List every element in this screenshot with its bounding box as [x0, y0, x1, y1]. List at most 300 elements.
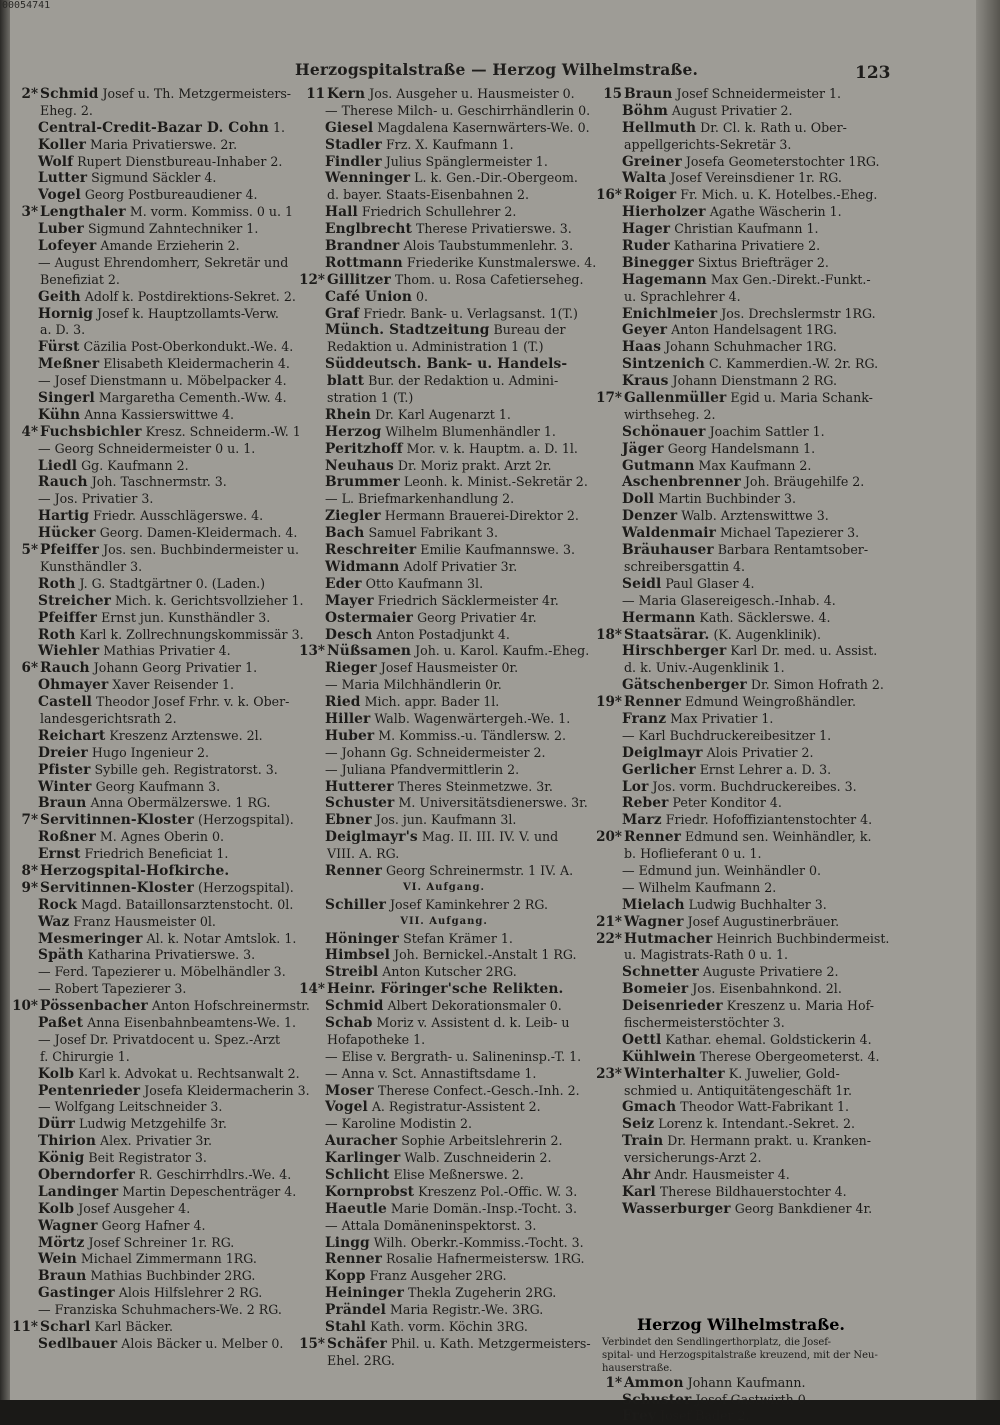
directory-entry — [596, 677, 886, 694]
entry-details: Joh. u. Karol. Kaufm.-Eheg. — [415, 643, 590, 659]
directory-entry — [12, 1302, 294, 1319]
directory-entry — [12, 1235, 294, 1252]
directory-entry — [596, 930, 890, 948]
entry-details: — Therese Milch- u. Geschirrhändlerin 0. — [325, 102, 591, 118]
entry-details: — Wolfgang Leitschneider 3. — [38, 1099, 223, 1115]
entry-details: Ludwig Buchhalter 3. — [688, 896, 827, 912]
directory-entry — [299, 1083, 589, 1100]
entry-details: J. G. Stadtgärtner 0. (Laden.) — [79, 575, 266, 591]
entry-details: Anna Eisenbahnbeamtens-We. 1. — [87, 1014, 296, 1030]
entry-details: Michael Zimmermann 1RG. — [80, 1251, 257, 1267]
directory-entry — [596, 289, 886, 306]
entry-details: Friedrich Beneficiat 1. — [84, 846, 229, 862]
directory-entry — [299, 390, 589, 407]
directory-entry — [12, 930, 297, 948]
house-number: 13* — [299, 643, 325, 660]
surname: Doll — [622, 491, 655, 508]
directory-entry — [596, 795, 886, 812]
surname: Schuster — [622, 1391, 692, 1408]
directory-entry — [596, 441, 886, 458]
entry-details: Barbara Rentamtsober- — [717, 542, 869, 558]
surname: Hall — [325, 204, 358, 221]
surname: Reschreiter — [325, 542, 417, 559]
house-number: 4* — [21, 423, 38, 440]
directory-entry — [299, 120, 589, 137]
entry-details: Bur. der Redaktion u. Admini- — [368, 373, 559, 389]
surname: Walta — [622, 170, 667, 187]
entry-details: — Karl Buchdruckereibesitzer 1. — [622, 727, 832, 743]
entry-details: Albert Dekorationsmaler 0. — [387, 998, 562, 1014]
house-number: 11* — [12, 1319, 38, 1336]
surname: Ammon — [624, 1374, 684, 1391]
entry-details: Alois Hilfslehrer 2 RG. — [118, 1285, 263, 1301]
directory-entry — [299, 745, 589, 762]
surname: Central-Credit-Bazar D. Cohn — [38, 119, 269, 136]
surname: Vogel — [38, 187, 81, 204]
entry-details: Hofapotheke 1. — [327, 1031, 426, 1047]
surname: Renner — [624, 694, 681, 711]
entry-details: Sigmund Säckler 4. — [91, 170, 217, 186]
directory-entry — [596, 947, 886, 964]
entry-details: Edmund Weingroßhändler. — [684, 694, 856, 710]
directory-entry — [596, 1167, 886, 1184]
entry-details: August Privatier 2. — [671, 102, 793, 118]
entry-details: Josef u. Th. Metzgermeisters- — [102, 86, 292, 101]
entry-details: Xaver Reisender 1. — [112, 677, 234, 693]
directory-entry — [12, 643, 294, 660]
surname: Koller — [38, 136, 87, 153]
surname: Lor — [622, 778, 649, 795]
entry-details: — Maria Glasereigesch.-Inhab. 4. — [622, 592, 836, 608]
directory-entry — [596, 272, 886, 289]
entry-details: Johann Kaufmann. — [687, 1374, 806, 1390]
surname: Hiller — [325, 710, 371, 727]
directory-entry — [12, 525, 298, 542]
scan-id: 00054741 — [2, 0, 51, 11]
surname: Frey — [622, 1408, 657, 1425]
directory-entry — [12, 846, 294, 863]
entry-details: Josef Ausgeher 4. — [78, 1200, 191, 1216]
entry-details: Jos. sen. Buchbindermeister u. — [103, 542, 299, 558]
directory-entry — [596, 204, 886, 221]
entry-details: Sybille geh. Registratorst. 3. — [94, 761, 278, 777]
directory-entry — [596, 1015, 886, 1032]
surname: Renner — [325, 862, 382, 879]
entry-details: Georg Bankdiener 4r. — [734, 1200, 873, 1216]
surname: Eder — [325, 575, 362, 592]
directory-entry — [596, 1066, 886, 1083]
surname: Roth — [38, 626, 76, 643]
surname: Mayer — [325, 592, 374, 609]
surname: Haeutle — [325, 1200, 387, 1217]
surname: Streicher — [38, 592, 112, 609]
directory-entry — [12, 728, 294, 745]
entry-details: Thekla Zugeherin 2RG. — [407, 1285, 557, 1301]
surname: Seidl — [622, 575, 662, 592]
entry-details: Peter Konditor 4. — [672, 795, 782, 811]
entry-details: Josefa Geometerstochter 1RG. — [685, 153, 880, 169]
directory-entry — [596, 137, 886, 154]
surname: Roth — [38, 575, 76, 592]
surname: Train — [622, 1133, 664, 1150]
directory-entry — [299, 931, 589, 948]
directory-entry — [12, 559, 294, 576]
directory-entry — [299, 103, 589, 120]
entry-details: Anton Postadjunkt 4. — [376, 626, 510, 642]
entry-details: Gg. Kaufmann 2. — [81, 457, 189, 473]
entry-details: fischermeisterstöchter 3. — [624, 1014, 785, 1030]
surname: Gutmann — [622, 457, 695, 474]
surname: Ziegler — [325, 508, 381, 525]
directory-entry — [12, 474, 294, 491]
entry-details: Georg. Damen-Kleidermach. 4. — [99, 525, 298, 541]
surname: Greiner — [622, 153, 682, 170]
surname: Renner — [325, 1251, 382, 1268]
entry-details: C. Kammerdien.-W. 2r. RG. — [708, 356, 879, 372]
directory-entry — [12, 1336, 294, 1353]
entry-details: d. k. Univ.-Augenklinik 1. — [624, 660, 785, 676]
surname: Kornprobst — [325, 1183, 415, 1200]
directory-entry — [12, 187, 294, 204]
directory-entry — [12, 762, 294, 779]
entry-details: Ernst jun. Kunsthändler 3. — [101, 609, 271, 625]
directory-entry — [596, 458, 886, 475]
directory-entry — [12, 1015, 294, 1032]
directory-entry — [596, 559, 886, 576]
surname: Widmann — [325, 558, 400, 575]
entry-details: Anna Obermälzerswe. 1 RG. — [90, 795, 271, 811]
surname: Wagner — [38, 1217, 98, 1234]
house-number: 8* — [21, 862, 38, 879]
directory-entry — [596, 627, 886, 644]
surname: Gallenmüller — [624, 390, 727, 407]
surname: Wein — [38, 1251, 77, 1268]
house-number: 16* — [596, 187, 622, 204]
directory-entry — [12, 491, 294, 508]
directory-entry — [299, 1167, 589, 1184]
directory-entry — [299, 170, 589, 187]
house-number: 10* — [12, 998, 38, 1015]
entry-details: Alois Privatier 2. — [706, 744, 814, 760]
surname: Hellmuth — [622, 119, 697, 136]
surname: Pfeiffer — [40, 542, 100, 559]
entry-details: Karl Bäcker. — [94, 1319, 173, 1335]
entry-details: Josef Kaminkehrer 2 RG. — [389, 896, 548, 912]
entry-details: Theodor Josef Frhr. v. k. Ober- — [96, 694, 290, 710]
directory-entry — [12, 339, 294, 356]
directory-entry — [12, 1082, 310, 1100]
directory-entry — [299, 424, 589, 441]
entry-details: Dr. Simon Hofrath 2. — [750, 677, 884, 693]
entry-details: Mathias Buchbinder 2RG. — [90, 1268, 256, 1284]
directory-entry — [299, 660, 589, 677]
entry-details: — Karoline Modistin 2. — [325, 1116, 472, 1132]
surname: Luber — [38, 221, 84, 238]
surname: Paßet — [38, 1014, 84, 1031]
entry-details: Ludwig Metzgehilfe 3r. — [78, 1116, 227, 1132]
entry-details: Josef Bader 2. — [660, 1408, 750, 1424]
surname: Lofeyer — [38, 238, 97, 255]
entry-details: Magd. Bataillonsarztenstocht. 0l. — [81, 896, 294, 912]
directory-entry — [596, 1184, 886, 1201]
directory-entry — [299, 762, 589, 779]
directory-entry — [299, 1032, 589, 1049]
entry-details: Rosalie Hafnermeistersw. 1RG. — [385, 1251, 585, 1267]
surname: Hartig — [38, 508, 90, 525]
entry-details: Georg Postbureaudiener 4. — [84, 187, 258, 203]
surname: Waz — [38, 913, 70, 930]
entry-details: Thom. u. Rosa Cafetierseheg. — [394, 271, 584, 287]
surname: Heininger — [325, 1285, 404, 1302]
entry-details: Ernst Lehrer a. D. 3. — [699, 761, 832, 777]
directory-entry — [596, 694, 886, 711]
directory-entry — [12, 576, 294, 593]
entry-details: Johann Dienstmann 2 RG. — [672, 373, 837, 389]
entry-details: Johann Schuhmacher 1RG. — [665, 339, 837, 355]
surname: Geith — [38, 288, 81, 305]
directory-entry — [12, 880, 294, 897]
directory-entry — [596, 1408, 886, 1425]
directory-entry — [12, 745, 294, 762]
surname: Hutterer — [325, 778, 394, 795]
surname: Pfeiffer — [38, 609, 98, 626]
entry-details: Josef k. Hauptzollamts-Verw. — [97, 305, 279, 321]
entry-details: Maria Registr.-We. 3RG. — [390, 1302, 544, 1318]
directory-entry — [596, 1049, 886, 1066]
surname: Karlinger — [325, 1150, 401, 1167]
surname: Karl — [622, 1183, 656, 1200]
entry-details: Therese Confect.-Gesch.-Inh. 2. — [377, 1082, 580, 1098]
surname: Fuchsbichler — [40, 423, 142, 440]
directory-entry — [299, 1150, 589, 1167]
surname: Hirschberger — [622, 643, 727, 660]
directory-entry — [596, 643, 886, 660]
surname: Sedlbauer — [38, 1335, 118, 1352]
surname: Kern — [327, 86, 366, 102]
entry-details: — Robert Tapezierer 3. — [38, 981, 187, 997]
entry-details: Georg Handelsmann 1. — [667, 440, 816, 456]
surname: Bomeier — [622, 981, 689, 998]
entry-details: Max Gen.-Direkt.-Funkt.- — [710, 271, 871, 287]
directory-entry — [596, 964, 886, 981]
surname: Geyer — [622, 322, 668, 339]
entry-details: Hugo Ingenieur 2. — [91, 744, 210, 760]
surname: Süddeutsch. Bank- u. Handels- — [325, 356, 568, 373]
surname: Schlicht — [325, 1167, 390, 1183]
surname: Rauch — [38, 474, 88, 491]
entry-details: Katharina Privatiere 2. — [673, 238, 821, 254]
surname: Schuster — [325, 795, 395, 812]
entry-details: 0. — [416, 288, 429, 304]
directory-entry — [596, 525, 886, 542]
entry-details: Johann Georg Privatier 1. — [93, 660, 258, 676]
directory-entry — [12, 626, 304, 644]
surname: Wagner — [624, 913, 684, 930]
house-number: 18* — [596, 626, 622, 643]
entry-details: appellgerichts-Sekretär 3. — [624, 136, 792, 152]
directory-entry — [596, 998, 886, 1015]
surname: Pfister — [38, 761, 91, 778]
entry-details: Katharina Privatierswe. 3. — [87, 947, 256, 963]
surname: Renner — [624, 829, 681, 846]
directory-entry — [596, 762, 886, 779]
surname: Giesel — [325, 119, 374, 136]
entry-details: u. Magistrats-Rath 0 u. 1. — [624, 947, 789, 963]
page-number: 123 — [855, 63, 891, 83]
directory-entry — [596, 812, 886, 829]
entry-details: Mich. appr. Bader 1l. — [364, 694, 500, 710]
house-number: 21* — [596, 913, 622, 930]
directory-entry — [596, 339, 886, 356]
surname: Servitinnen-Kloster — [40, 812, 195, 829]
entry-details: Friedr. Ausschlägerswe. 4. — [93, 508, 264, 524]
surname: Haas — [622, 339, 662, 356]
surname: Schmid — [325, 998, 384, 1015]
directory-entry — [12, 508, 294, 525]
entry-details: M. vorm. Kommiss. 0 u. 1 — [129, 204, 294, 220]
entry-details: Kresz. Schneiderm.-W. 1 — [145, 423, 301, 439]
surname: Wasserburger — [622, 1200, 731, 1217]
entry-details: Ehel. 2RG. — [327, 1352, 395, 1368]
surname: Gillitzer — [327, 271, 391, 288]
house-number: 5* — [21, 542, 38, 559]
entry-details: versicherungs-Arzt 2. — [624, 1150, 762, 1166]
surname: Oettl — [622, 1031, 662, 1048]
entry-details: Therese Obergeometerst. 4. — [699, 1048, 880, 1064]
entry-details: Friederike Kunstmalerswe. 4. — [406, 254, 597, 270]
directory-entry — [596, 154, 886, 171]
surname: Gerlicher — [622, 761, 696, 778]
surname: Ried — [325, 694, 361, 711]
entry-details: Eheg. 2. — [40, 102, 93, 118]
surname: Rauch — [40, 660, 90, 677]
entry-details: M. Agnes Oberin 0. — [99, 829, 224, 845]
running-title: Herzogspitalstraße — Herzog Wilhelmstraße. — [295, 60, 699, 79]
column-2 — [299, 86, 597, 1386]
directory-entry — [596, 829, 886, 846]
entry-details: Sixtus Briefträger 2. — [697, 254, 829, 270]
directory-entry — [12, 542, 299, 559]
directory-entry — [12, 863, 294, 880]
directory-entry — [299, 1235, 589, 1252]
entry-details: — Georg Schneidermeister 0 u. 1. — [38, 440, 256, 456]
entry-details: Kreszenz Arztenswe. 2l. — [109, 727, 263, 743]
entry-details: — Edmund jun. Weinhändler 0. — [622, 862, 822, 878]
entry-details: Friedr. Bank- u. Verlagsanst. 1(T.) — [363, 305, 578, 321]
entry-details: Friedrich Schullehrer 2. — [361, 204, 517, 220]
directory-entry — [596, 1375, 886, 1392]
entry-details: K. Juwelier, Gold- — [728, 1065, 840, 1081]
surname: Wenninger — [325, 170, 411, 187]
directory-entry — [596, 745, 886, 762]
directory-entry — [299, 289, 589, 306]
directory-entry — [299, 339, 589, 356]
entry-details: Kathar. ehemal. Goldstickerin 4. — [665, 1031, 872, 1047]
directory-entry — [12, 1218, 294, 1235]
entry-details: Beit Registrator 3. — [88, 1150, 207, 1166]
surname: Schab — [325, 1014, 373, 1031]
entry-details: Michael Tapezierer 3. — [720, 525, 860, 541]
directory-entry — [299, 204, 589, 221]
surname: Stahl — [325, 1319, 367, 1336]
entry-details: u. Sprachlehrer 4. — [624, 288, 741, 304]
surname: blatt — [327, 373, 365, 390]
entry-details: Bureau der — [493, 322, 566, 338]
surname: Lingg — [325, 1234, 370, 1251]
surname: Hager — [622, 221, 671, 238]
surname: Wolf — [38, 153, 74, 170]
surname: Braun — [38, 1268, 87, 1285]
directory-entry — [12, 981, 294, 998]
directory-entry — [596, 610, 886, 627]
entry-details: Lorenz k. Intendant.-Sekret. 2. — [658, 1116, 856, 1132]
surname: Dürr — [38, 1116, 75, 1133]
house-number: 7* — [21, 812, 38, 829]
directory-entry — [299, 525, 589, 542]
surname: Herzog — [325, 423, 382, 440]
entry-details: — L. Briefmarkenhandlung 2. — [325, 491, 515, 507]
entry-details: Mor. v. k. Hauptm. a. D. 1l. — [406, 440, 578, 456]
directory-entry — [12, 272, 294, 289]
directory-entry — [12, 356, 294, 373]
entry-details: (Herzogspital). — [198, 879, 294, 895]
entry-details: Elise Meßnerswe. 2. — [393, 1167, 524, 1182]
surname: Findler — [325, 153, 382, 170]
surname: Stadler — [325, 136, 382, 153]
directory-entry — [596, 863, 886, 880]
entry-details: Dr. Moriz prakt. Arzt 2r. — [397, 457, 552, 473]
directory-entry — [12, 964, 294, 981]
house-number: 20* — [596, 829, 622, 846]
spacer — [596, 1218, 886, 1312]
surname: Böhm — [622, 102, 668, 119]
entry-details: Maria Privatierswe. 2r. — [90, 136, 238, 152]
surname: Dreier — [38, 744, 88, 761]
directory-entry — [12, 423, 301, 441]
surname: Ernst — [38, 846, 81, 863]
surname: Hermann — [622, 609, 696, 626]
directory-entry — [299, 306, 589, 323]
entry-details: M. Kommiss.-u. Tändlersw. 2. — [378, 727, 567, 743]
surname: Himbsel — [325, 947, 391, 964]
surname: Jäger — [622, 440, 664, 457]
surname: Auracher — [325, 1133, 398, 1150]
house-number: 15 — [603, 86, 622, 102]
surname: Rottmann — [325, 254, 403, 271]
surname: Schnetter — [622, 964, 699, 981]
directory-entry — [299, 356, 589, 373]
directory-entry — [299, 322, 589, 339]
section-note: spital- und Herzogspitalstraße kreuzend, mit der Neu- — [602, 1349, 878, 1361]
entry-details: Mag. II. III. IV. V. und — [421, 829, 559, 845]
surname: Hierholzer — [622, 204, 706, 221]
surname: Reber — [622, 795, 669, 812]
directory-entry — [596, 1392, 886, 1409]
surname: Gastinger — [38, 1285, 115, 1302]
entry-details: Dr. Cl. k. Rath u. Ober- — [700, 119, 847, 135]
directory-entry — [299, 1218, 589, 1235]
directory-entry — [596, 1083, 886, 1100]
directory-entry — [299, 576, 589, 593]
directory-entry — [12, 1065, 300, 1083]
directory-entry — [299, 812, 589, 829]
entry-details: Karl Dr. med. u. Assist. — [730, 643, 878, 659]
surname: Nüßsamen — [327, 643, 412, 660]
entry-details: — August Ehrendomherr, Sekretär und — [38, 254, 289, 270]
entry-details: Jos. Eisenbahnkond. 2l. — [692, 981, 842, 997]
surname: Deiglmayr — [622, 744, 703, 761]
entry-details: Georg Hafner 4. — [101, 1217, 206, 1233]
